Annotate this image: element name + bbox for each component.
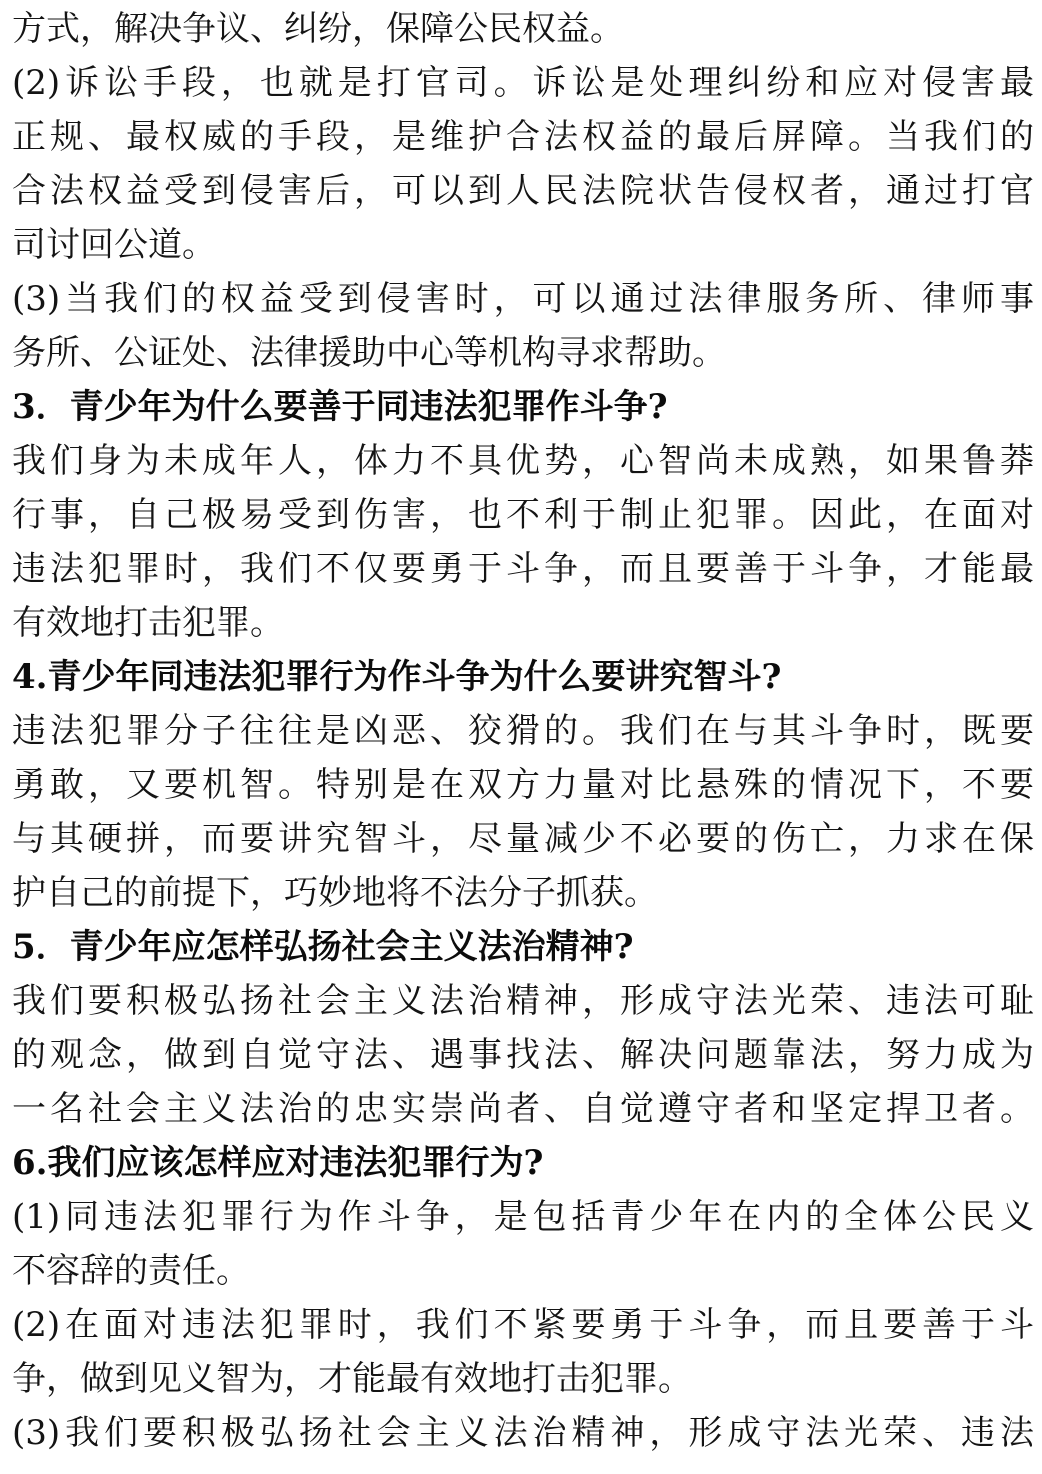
text-line: (2)诉讼手段，也就是打官司。诉讼是处理纠纷和应对侵害最 [12,63,1034,103]
text-line: 不容辞的责任。 [12,1251,250,1291]
text-line: 的观念，做到自觉守法、遇事找法、解决问题靠法，努力成为 [12,1035,1034,1075]
text-line: 违法犯罪分子往往是凶恶、狡猾的。我们在与其斗争时，既要 [12,711,1034,751]
section-heading: 6.我们应该怎样应对违法犯罪行为? [12,1143,544,1183]
section-heading: 5．青少年应怎样弘扬社会主义法治精神? [12,927,634,967]
section-heading: 3．青少年为什么要善于同违法犯罪作斗争? [12,387,668,427]
text-line: 勇敢，又要机智。特别是在双方力量对比悬殊的情况下，不要 [12,765,1034,805]
text-line: 务所、公证处、法律援助中心等机构寻求帮助。 [12,333,726,373]
text-line: 护自己的前提下，巧妙地将不法分子抓获。 [12,873,658,913]
section-heading: 4.青少年同违法犯罪行为作斗争为什么要讲究智斗? [12,657,782,697]
text-line: (1)同违法犯罪行为作斗争，是包括青少年在内的全体公民义 [12,1197,1034,1237]
text-line: (3)当我们的权益受到侵害时，可以通过法律服务所、律师事 [12,279,1034,319]
text-line: 行事，自己极易受到伤害，也不利于制止犯罪。因此，在面对 [12,495,1034,535]
text-line: 与其硬拼，而要讲究智斗，尽量减少不必要的伤亡，力求在保 [12,819,1034,859]
text-line: 我们身为未成年人，体力不具优势，心智尚未成熟，如果鲁莽 [12,441,1034,481]
text-line: 违法犯罪时，我们不仅要勇于斗争，而且要善于斗争，才能最 [12,549,1034,589]
text-line: 有效地打击犯罪。 [12,603,284,643]
text-line: 正规、最权威的手段，是维护合法权益的最后屏障。当我们的 [12,117,1034,157]
text-line: 争，做到见义智为，才能最有效地打击犯罪。 [12,1359,692,1399]
document-page [12,0,1034,1474]
text-line: 我们要积极弘扬社会主义法治精神，形成守法光荣、违法可耻 [12,981,1034,1021]
text-line: 一名社会主义法治的忠实崇尚者、自觉遵守者和坚定捍卫者。 [12,1089,1034,1129]
text-line: (3)我们要积极弘扬社会主义法治精神，形成守法光荣、违法 [12,1413,1034,1453]
text-line: 方式，解决争议、纠纷，保障公民权益。 [12,9,624,49]
text-line: 合法权益受到侵害后，可以到人民法院状告侵权者，通过打官 [12,171,1034,211]
text-line: (2)在面对违法犯罪时，我们不紧要勇于斗争，而且要善于斗 [12,1305,1034,1345]
text-line: 司讨回公道。 [12,225,216,265]
